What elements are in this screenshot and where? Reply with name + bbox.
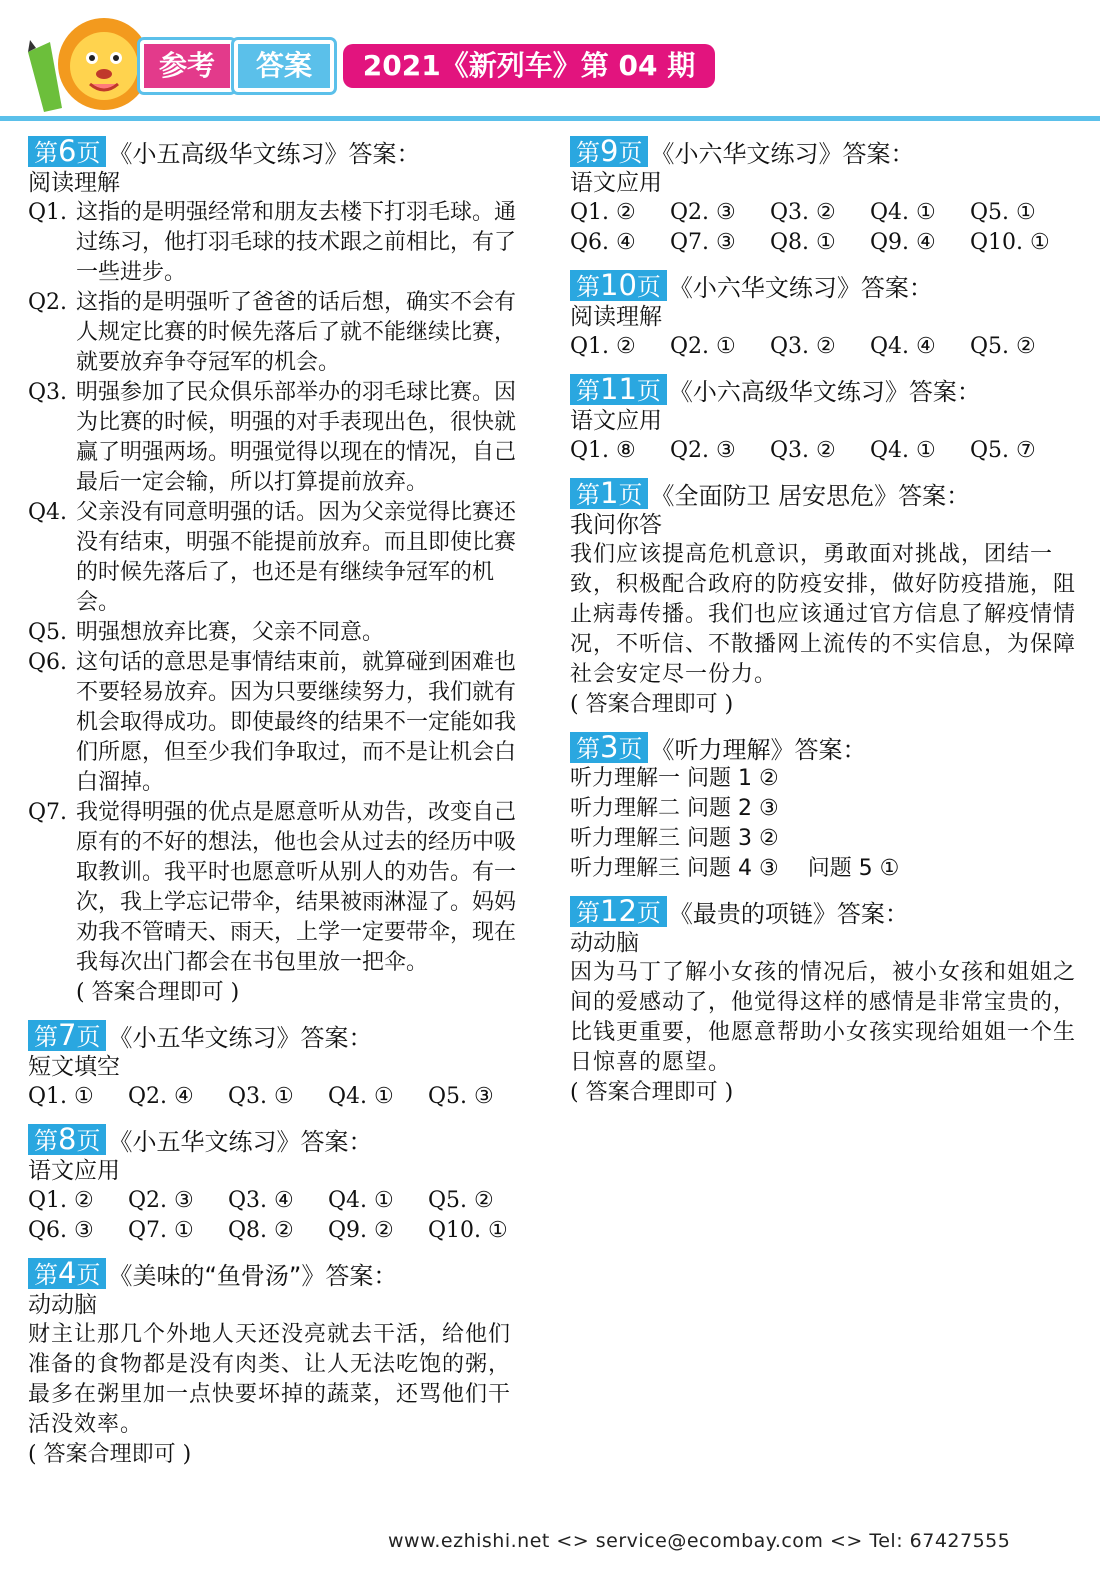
listening-answer: 听力理解三 问题 4 ③ 问题 5 ① [570, 856, 900, 881]
section-subtitle: 语文应用 [28, 1158, 120, 1184]
section-heading [28, 134, 528, 168]
answer-row: Q6. ③ Q7. ① Q8. ② Q9. ② Q10. ① [28, 1218, 508, 1243]
reference-tag: 参考 [140, 40, 234, 92]
section-page-8 [28, 1122, 528, 1246]
issue-title: 2021《新列车》第 04 期 [343, 44, 715, 88]
answer-note: ( 答案合理即可 ) [570, 692, 734, 717]
section-subtitle: 阅读理解 [28, 170, 120, 196]
page-badge: 第4页 [28, 1258, 106, 1289]
page-badge: 第3页 [570, 732, 648, 763]
answer-row: Q1. ⑧ Q2. ③ Q3. ② Q4. ① Q5. ⑦ [570, 438, 1036, 463]
section-page-9 [570, 134, 1080, 258]
listening-answer: 听力理解二 问题 2 ③ [570, 796, 779, 821]
page-badge: 第6页 [28, 136, 106, 167]
section-title: 《小五华文练习》答案： [108, 1127, 373, 1156]
section-heading [570, 730, 1080, 764]
section-title: 《小六华文练习》答案： [650, 139, 915, 168]
section-page-11 [570, 372, 1080, 466]
answer-item: Q7. 我觉得明强的优点是愿意听从劝告，改变自己原有的不好的想法，他也会从过去的经历中吸取教训。我平时也愿意听从别人的劝告。有一次，我上学忘记带伞，结果被雨淋湿了。妈妈劝我不管晴天、雨天，上学一定要带伞，现在我每次出门都会在书包里放一把伞。 [28, 800, 517, 975]
section-heading [570, 372, 1080, 406]
section-page-12 [570, 894, 1080, 1108]
left-column [28, 134, 528, 1480]
answer-row: Q1. ② Q2. ① Q3. ② Q4. ④ Q5. ② [570, 334, 1036, 359]
section-page-10 [570, 268, 1080, 362]
answer-item: Q1. 这指的是明强经常和朋友去楼下打羽毛球。通过练习，他打羽毛球的技术跟之前相比，有了一些进步。 [28, 200, 517, 285]
answer-paragraph: 我们应该提高危机意识，勇敢面对挑战，团结一致，积极配合政府的防疫安排，做好防疫措施，阻止病毒传播。我们也应该通过官方信息了解疫情情况，不听信、不散播网上流传的不实信息，为保障社会安定尽一份力。 [570, 542, 1077, 687]
section-title: 《美味的“鱼骨汤”》答案： [108, 1261, 398, 1290]
answer-item: Q2. 这指的是明强听了爸爸的话后想，确实不会有人规定比赛的时候先落后了就不能继续比赛，就要放弃争夺冠军的机会。 [28, 290, 517, 375]
answer-paragraph: 因为马丁了解小女孩的情况后，被小女孩和姐姐之间的爱感动了，他觉得这样的感情是非常宝贵的，比钱更重要，他愿意帮助小女孩实现给姐姐一个生日惊喜的愿望。 [570, 960, 1077, 1075]
section-title: 《小五华文练习》答案： [108, 1023, 373, 1052]
section-page-4 [28, 1256, 528, 1470]
page-badge: 第9页 [570, 136, 648, 167]
section-page-1 [570, 476, 1080, 720]
page-badge: 第11页 [570, 374, 667, 405]
right-column [570, 134, 1080, 1118]
answer-row: Q1. ② Q2. ③ Q3. ④ Q4. ① Q5. ② [28, 1188, 494, 1213]
page-badge: 第7页 [28, 1020, 106, 1051]
section-title: 《全面防卫 居安思危》答案： [650, 481, 971, 510]
answer-tag: 答案 [234, 40, 334, 92]
section-heading [28, 1122, 528, 1156]
section-title: 《小五高级华文练习》答案： [108, 139, 421, 168]
listening-answer: 听力理解一 问题 1 ② [570, 766, 779, 791]
section-subtitle: 短文填空 [28, 1054, 120, 1080]
section-title: 《小六华文练习》答案： [668, 273, 933, 302]
answer-note: ( 答案合理即可 ) [570, 1080, 734, 1105]
page-badge: 第1页 [570, 478, 648, 509]
answer-item: Q4. 父亲没有同意明强的话。因为父亲觉得比赛还没有结束，明强不能提前放弃。而且即使比赛的时候先落后了，也还是有继续争冠军的机会。 [28, 500, 517, 615]
answer-row: Q6. ④ Q7. ③ Q8. ① Q9. ④ Q10. ① [570, 230, 1050, 255]
answer-item: Q3. 明强参加了民众俱乐部举办的羽毛球比赛。因为比赛的时候，明强的对手表现出色，很快就赢了明强两场。明强觉得以现在的情况，自己最后一定会输，所以打算提前放弃。 [28, 380, 517, 495]
page-badge: 第12页 [570, 896, 667, 927]
section-title: 《听力理解》答案： [650, 735, 867, 764]
header-divider [0, 116, 1100, 121]
section-subtitle: 语文应用 [570, 170, 662, 196]
section-heading [28, 1018, 528, 1052]
answer-row: Q1. ① Q2. ④ Q3. ① Q4. ① Q5. ③ [28, 1084, 494, 1109]
section-title: 《小六高级华文练习》答案： [668, 377, 981, 406]
section-heading [570, 476, 1080, 510]
section-heading [570, 894, 1080, 928]
section-heading [570, 134, 1080, 168]
section-heading [28, 1256, 528, 1290]
answer-note: ( 答案合理即可 ) [76, 980, 240, 1005]
footer-contact: www.ezhishi.net <> service@ecombay.com <> Tel: 67427555 [388, 1530, 1011, 1552]
page-badge: 第8页 [28, 1124, 106, 1155]
answer-row: Q1. ② Q2. ③ Q3. ② Q4. ① Q5. ① [570, 200, 1036, 225]
section-subtitle: 语文应用 [570, 408, 662, 434]
section-heading [570, 268, 1080, 302]
answer-item: Q5. 明强想放弃比赛，父亲不同意。 [28, 620, 385, 645]
page-header [0, 0, 1100, 125]
answer-item: Q6. 这句话的意思是事情结束前，就算碰到困难也不要轻易放弃。因为只要继续努力，我们就有机会取得成功。即使最终的结果不一定能如我们所愿，但至少我们争取过，而不是让机会白白溜掉。 [28, 650, 517, 795]
section-page-3 [570, 730, 1080, 884]
listening-answer: 听力理解三 问题 3 ② [570, 826, 779, 851]
answer-note: ( 答案合理即可 ) [28, 1442, 192, 1467]
section-title: 《最贵的项链》答案： [668, 899, 909, 928]
answer-paragraph: 财主让那几个外地人天还没亮就去干活，给他们准备的食物都是没有肉类、让人无法吃饱的粥，最多在粥里加一点快要坏掉的蔬菜，还骂他们干活没效率。 [28, 1322, 512, 1437]
page-badge: 第10页 [570, 270, 667, 301]
section-subtitle: 动动脑 [28, 1292, 97, 1318]
section-subtitle: 阅读理解 [570, 304, 662, 330]
section-subtitle: 我问你答 [570, 512, 662, 538]
section-page-7 [28, 1018, 528, 1112]
section-page-6 [28, 134, 528, 1008]
section-subtitle: 动动脑 [570, 930, 639, 956]
